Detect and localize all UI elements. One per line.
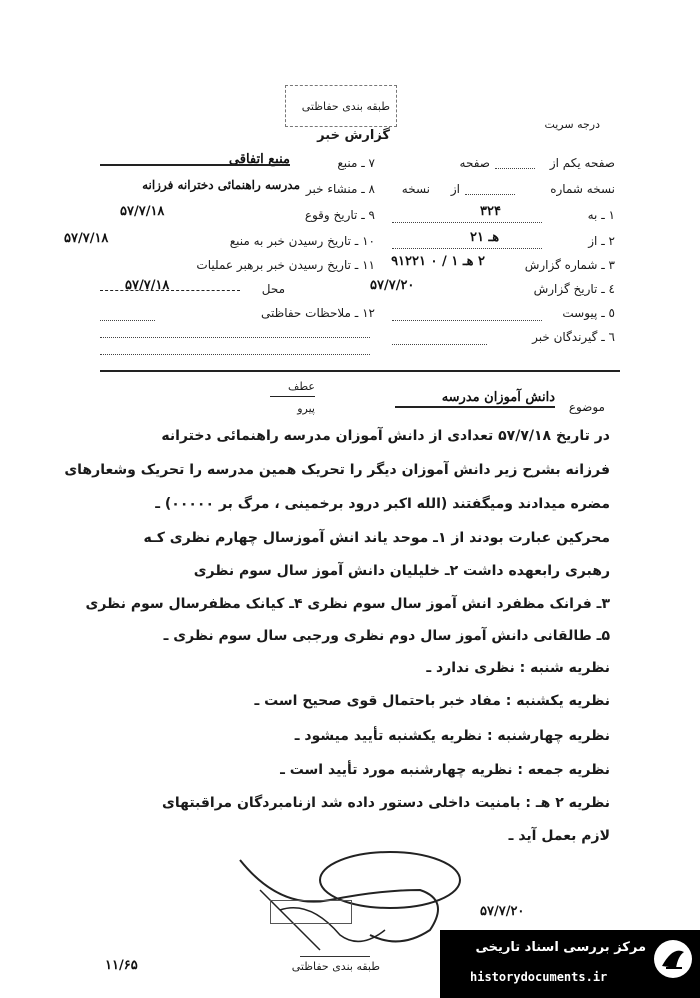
field-4-label: ٤ ـ تاریخ گزارش: [533, 282, 615, 296]
signature-date: ۵۷/۷/۲۰: [480, 904, 525, 919]
body-line-7: ۵ـ طالقانی دانش آموز سال دوم نظری ورجبی سال سوم نظری ـ: [163, 628, 610, 644]
copy-suffix: نسخه: [401, 182, 430, 196]
body-line-13: لازم بعمل آید ـ: [508, 828, 610, 844]
form-title: گزارش خبر: [317, 128, 390, 143]
watermark-text: مرکز بررسی اسناد تاریخی: [475, 940, 646, 955]
field-1-line: [392, 222, 542, 223]
page-suffix: صفحه: [459, 156, 490, 170]
ref-divider: [270, 396, 315, 397]
field-7-label: ٧ ـ منبع: [337, 156, 375, 170]
body-line-11: نظریه جمعه : نظریه چهارشنبه مورد تأیید است ـ: [280, 762, 610, 778]
priority-label: درجه سریت: [544, 118, 600, 131]
copy-from: از: [450, 182, 460, 196]
field-4-value: ۵۷/۷/۲۰: [370, 278, 415, 293]
field-11-place: محل: [261, 282, 285, 296]
body-line-10: نظریه چهارشنبه : نظریه یکشنبه تأیید میشود ـ: [294, 728, 610, 744]
watermark-logo: [652, 938, 694, 980]
subject-value: دانش آموزان مدرسه: [441, 390, 555, 405]
field-6-label: ٦ ـ گیرندگان خبر: [532, 330, 615, 344]
page-label: صفحه یکم از: [549, 156, 615, 170]
field-2-value: ۲۱ هـ: [470, 230, 500, 245]
ref-bottom: پیرو: [297, 402, 315, 415]
classification-top: طبقه بندی حفاظتی: [301, 100, 390, 113]
footer-divider: [300, 956, 370, 957]
field-3-label: ٣ ـ شماره گزارش: [524, 258, 615, 272]
copy-label: نسخه شماره: [550, 182, 615, 196]
field-1-value: ۳۲۴: [480, 204, 501, 219]
page-dots: [495, 168, 535, 169]
body-line-1: در تاریخ ۵۷/۷/۱۸ تعدادی از دانش آموزان مدرسه راهنمائی دخترانه: [161, 428, 610, 444]
body-line-8: نظریه شنبه : نظری ندارد ـ: [426, 660, 610, 676]
field-8-label: ٨ ـ منشاء خبر: [305, 182, 375, 196]
field-2-label: ٢ ـ از: [588, 234, 615, 248]
field-12-line-1: [100, 320, 155, 321]
body-line-4: محرکین عبارت بودند از ۱ـ موحد یاند انش آموزسال چهارم نظری کـه: [143, 530, 610, 546]
field-9-label: ٩ ـ تاریخ وقوع: [304, 208, 375, 222]
field-12-line-3: [100, 354, 370, 355]
watermark: [440, 930, 700, 998]
field-9-value: ۵۷/۷/۱۸: [120, 204, 165, 219]
field-12-line-2: [100, 337, 370, 338]
subject-line: [395, 406, 555, 408]
field-7-line: [100, 164, 290, 166]
field-3-value: ۲ هـ ۱ / ۰ ۹۱۲۲۱: [391, 254, 485, 269]
field-8-value: مدرسه راهنمائی دخترانه فرزانه: [142, 178, 300, 192]
field-11-label: ١١ ـ تاریخ رسیدن خبر برهبر عملیات: [196, 258, 375, 272]
classification-bottom: طبقه بندی حفاظتی: [291, 960, 380, 973]
field-11-value: ۵۷/۷/۱۸: [125, 278, 170, 293]
body-line-3: مضره میدادند ومیگفتند (الله اکبر درود برخمینی ، مرگ بر ۰۰۰۰۰) ـ: [155, 496, 610, 512]
body-line-6: ۳ـ فرانک مظفرد انش آموز سال سوم نظری ۴ـ کیانک مظفرسال سوم نظری: [85, 596, 610, 612]
field-7-value: منبع اتفاقی: [228, 152, 290, 167]
body-line-12: نظریه ۲ هـ : بامنیت داخلی دستور داده شد ازنامبردگان مراقبتهای: [161, 795, 610, 811]
subject-label: موضوع: [568, 400, 605, 414]
field-10-value: ۵۷/۷/۱۸: [64, 231, 109, 246]
page-number: ۱۱/۶۵: [105, 958, 138, 973]
ref-top: عطف: [288, 380, 315, 393]
body-line-2: فرزانه بشرح زیر دانش آموزان دیگر را تحریک همین مدرسه را تحریک وشعارهای: [64, 462, 610, 478]
separator-line: [100, 370, 620, 372]
field-5-label: ٥ ـ پیوست: [562, 306, 615, 320]
field-1-label: ١ ـ به: [587, 208, 615, 222]
copy-dots: [465, 194, 515, 195]
watermark-url: historydocuments.ir: [470, 970, 608, 984]
stamp-box: [270, 900, 352, 924]
field-12-label: ١٢ ـ ملاحظات حفاظتی: [261, 306, 375, 320]
field-5-line: [392, 320, 542, 321]
body-line-5: رهبری رابعهده داشت ۲ـ خلیلیان دانش آموز سال سوم نظری: [193, 563, 610, 579]
field-6-line: [392, 344, 487, 345]
field-2-line: [392, 248, 542, 249]
field-11-line: [100, 290, 240, 291]
field-10-label: ١٠ ـ تاریخ رسیدن خبر به منبع: [229, 234, 375, 248]
body-line-9: نظریه یکشنبه : مفاد خبر باحتمال قوی صحیح است ـ: [254, 693, 610, 709]
